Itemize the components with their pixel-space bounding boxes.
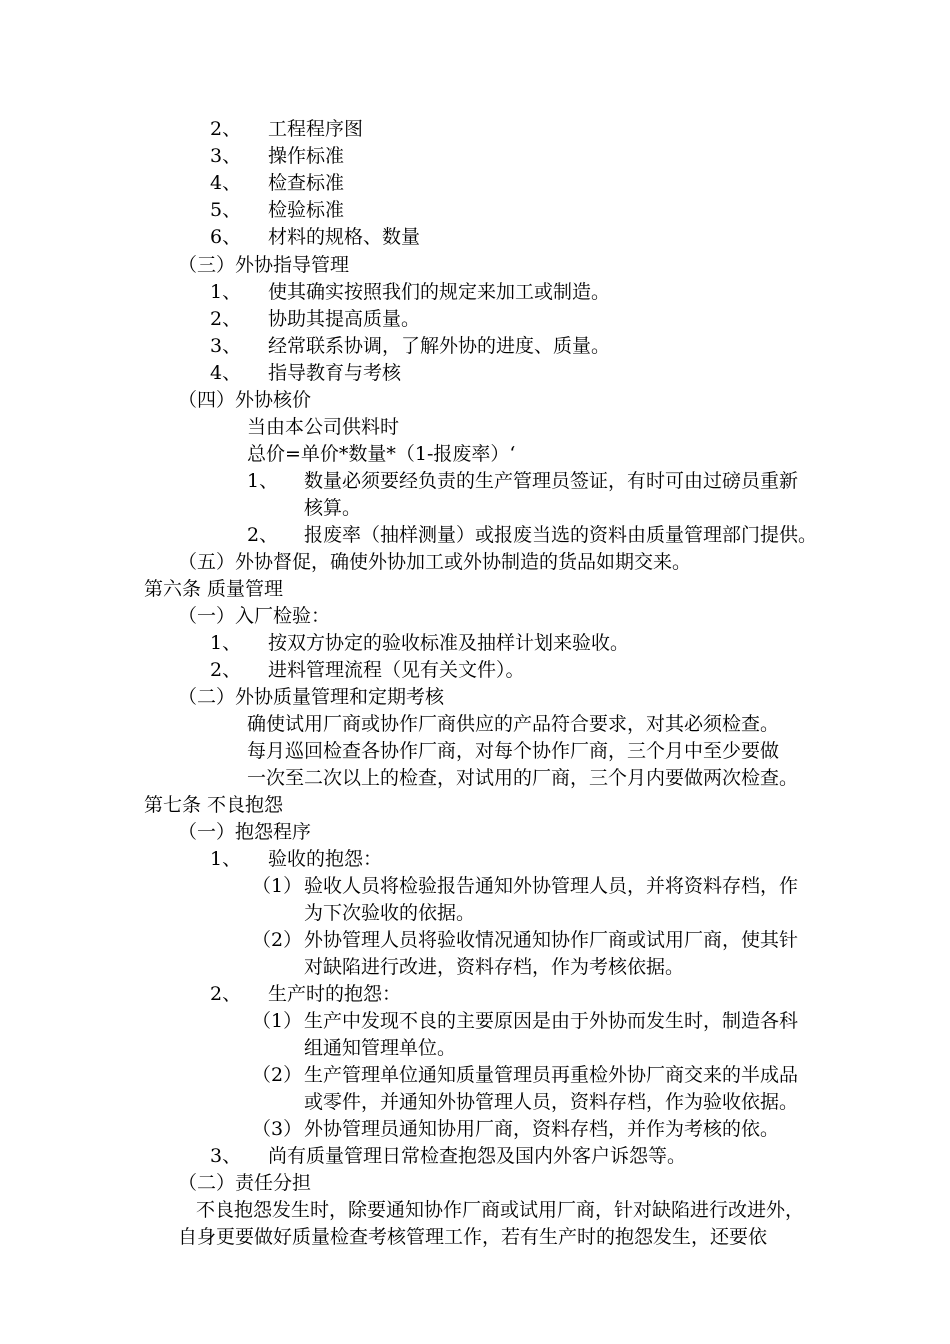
paragraph-line: 确使试用厂商或协作厂商供应的产品符合要求，对其必须检查。 <box>247 713 780 735</box>
item-text: 按双方协定的验收标准及抽样计划来验收。 <box>268 632 630 654</box>
section-heading: （一）抱怨程序 <box>178 821 312 843</box>
article-heading: 第七条 不良抱怨 <box>144 794 284 816</box>
item-number: （2） <box>252 1064 303 1086</box>
item-number: 3、 <box>210 335 242 357</box>
item-number: 4、 <box>210 362 242 384</box>
formula-line: 总价=单价*数量*（1-报废率）‘ <box>247 443 516 465</box>
section-heading: （二）外协质量管理和定期考核 <box>178 686 445 708</box>
item-text: 生产时的抱怨： <box>268 983 402 1005</box>
item-number: 3、 <box>210 145 242 167</box>
item-number: 5、 <box>210 199 242 221</box>
item-text: 验收的抱怨： <box>268 848 383 870</box>
item-number: （3） <box>252 1118 303 1140</box>
item-continuation: 组通知管理单位。 <box>304 1037 457 1059</box>
paragraph-line: 不良抱怨发生时，除要通知协作厂商或试用厂商，针对缺陷进行改进外， <box>196 1199 805 1221</box>
item-text: 外协管理人员将验收情况通知协作厂商或试用厂商，使其针 <box>304 929 799 951</box>
item-text: 操作标准 <box>268 145 345 167</box>
item-text: 生产管理单位通知质量管理员再重检外协厂商交来的半成品 <box>304 1064 799 1086</box>
item-number: （1） <box>252 875 303 897</box>
item-text: 外协管理员通知协用厂商，资料存档，并作为考核的依。 <box>304 1118 780 1140</box>
item-text: 验收人员将检验报告通知外协管理人员，并将资料存档，作 <box>304 875 799 897</box>
section-heading: （二）责任分担 <box>178 1172 312 1194</box>
item-number: 3、 <box>210 1145 242 1167</box>
paragraph-line: 每月巡回检查各协作厂商，对每个协作厂商，三个月中至少要做 <box>247 740 780 762</box>
item-text: 生产中发现不良的主要原因是由于外协而发生时，制造各科 <box>304 1010 799 1032</box>
item-text: 进料管理流程（见有关文件）。 <box>268 659 525 681</box>
section-heading: （一）入厂检验： <box>178 605 331 627</box>
item-continuation: 为下次验收的依据。 <box>304 902 476 924</box>
section-heading: （三）外协指导管理 <box>178 254 350 276</box>
item-text: 工程程序图 <box>268 118 364 140</box>
section-heading: （四）外协核价 <box>178 389 312 411</box>
item-text: 数量必须要经负责的生产管理员签证，有时可由过磅员重新 <box>304 470 799 492</box>
paragraph-line: 一次至二次以上的检查，对试用的厂商，三个月内要做两次检查。 <box>247 767 799 789</box>
item-number: 1、 <box>210 848 242 870</box>
item-continuation: 或零件，并通知外协管理人员，资料存档，作为验收依据。 <box>304 1091 799 1113</box>
paragraph-line: 当由本公司供料时 <box>247 416 400 438</box>
item-continuation: 核算。 <box>304 497 362 519</box>
article-heading: 第六条 质量管理 <box>144 578 284 600</box>
item-text: 检验标准 <box>268 199 345 221</box>
item-number: 1、 <box>210 632 242 654</box>
item-text: 尚有质量管理日常检查抱怨及国内外客户诉怨等。 <box>268 1145 687 1167</box>
item-number: 1、 <box>210 281 242 303</box>
item-number: 2、 <box>210 308 242 330</box>
section-heading: （五）外协督促，确使外协加工或外协制造的货品如期交来。 <box>178 551 692 573</box>
item-number: 2、 <box>247 524 279 546</box>
item-number: （2） <box>252 929 303 951</box>
item-number: 6、 <box>210 226 242 248</box>
item-number: 1、 <box>247 470 279 492</box>
item-number: 2、 <box>210 118 242 140</box>
item-text: 报废率（抽样测量）或报废当选的资料由质量管理部门提供。 <box>304 524 818 546</box>
item-text: 使其确实按照我们的规定来加工或制造。 <box>268 281 611 303</box>
item-number: 2、 <box>210 659 242 681</box>
paragraph-line: 自身更要做好质量检查考核管理工作，若有生产时的抱怨发生，还要依 <box>178 1226 768 1248</box>
item-number: 4、 <box>210 172 242 194</box>
item-continuation: 对缺陷进行改进，资料存档，作为考核依据。 <box>304 956 685 978</box>
item-text: 检查标准 <box>268 172 345 194</box>
item-text: 指导教育与考核 <box>268 362 402 384</box>
item-number: （1） <box>252 1010 303 1032</box>
item-number: 2、 <box>210 983 242 1005</box>
item-text: 经常联系协调，了解外协的进度、质量。 <box>268 335 611 357</box>
item-text: 材料的规格、数量 <box>268 226 421 248</box>
item-text: 协助其提高质量。 <box>268 308 421 330</box>
